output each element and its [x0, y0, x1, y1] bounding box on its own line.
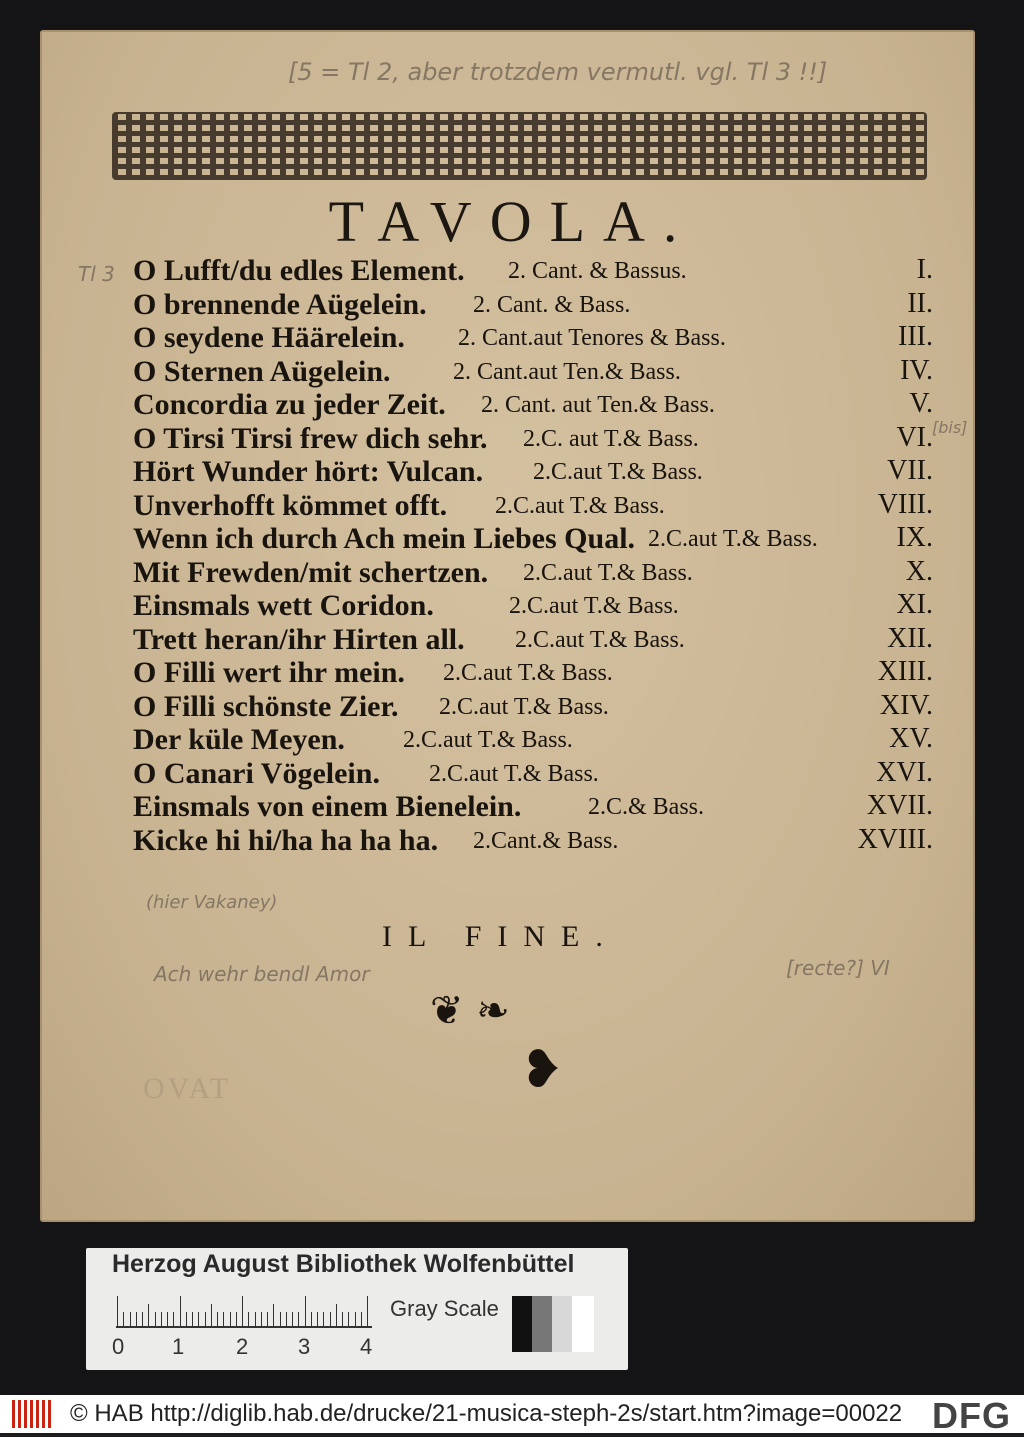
- voice-parts: 2.C.aut T.& Bass.: [515, 626, 685, 653]
- voice-parts: 2.Cant.& Bass.: [473, 827, 619, 854]
- ruler-tick: [261, 1312, 262, 1326]
- ruler-tick: [173, 1312, 174, 1326]
- ruler-tick: [242, 1296, 243, 1326]
- ruler-tick: [273, 1304, 274, 1326]
- ruler-tick: [211, 1304, 212, 1326]
- ruler-tick: [161, 1312, 162, 1326]
- voice-parts: 2.C.aut T.& Bass.: [439, 693, 609, 720]
- ruler-tick: [142, 1312, 143, 1326]
- roman-numeral: VI.: [896, 421, 933, 453]
- ruler-tick: [330, 1312, 331, 1326]
- roman-numeral: II.: [907, 287, 933, 319]
- roman-numeral: VII.: [887, 455, 933, 486]
- toc-entry: [133, 522, 933, 556]
- ruler-tick: [280, 1312, 281, 1326]
- ruler-tick: [323, 1312, 324, 1326]
- song-title: Concordia zu jeder Zeit.: [133, 388, 446, 421]
- ruler-tick: [236, 1312, 237, 1326]
- voice-parts: 2.C. aut T.& Bass.: [523, 425, 699, 452]
- song-title: O Filli wert ihr mein.: [133, 656, 405, 689]
- toc-entry: [133, 422, 933, 456]
- ruler-tick: [230, 1312, 231, 1326]
- voice-parts: 2. Cant.aut Tenores & Bass.: [458, 325, 726, 351]
- pencil-annotation-bis: [bis]: [932, 418, 968, 437]
- gray-scale-label: Gray Scale: [390, 1296, 499, 1321]
- ruler-tick: [255, 1312, 256, 1326]
- song-title: Einsmals wett Coridon.: [133, 589, 434, 622]
- toc-entry: [133, 824, 933, 858]
- toc-entry: [133, 589, 933, 623]
- ruler-tick: [136, 1312, 137, 1326]
- roman-numeral: XVIII.: [857, 823, 933, 855]
- ruler-tick: [298, 1312, 299, 1326]
- toc-entry: [133, 388, 933, 422]
- song-title: O Lufft/du edles Element.: [133, 254, 465, 287]
- roman-numeral: XI.: [896, 589, 933, 620]
- toc-entry: [133, 254, 933, 288]
- song-title: O Sternen Aügelein.: [133, 354, 391, 388]
- page-title: TAVOLA.: [328, 189, 696, 254]
- roman-numeral: XIV.: [879, 689, 933, 721]
- toc-entry: [133, 656, 933, 690]
- song-title: Unverhofft kömmet offt.: [133, 488, 448, 522]
- ruler-tick: [348, 1312, 349, 1326]
- ruler-number: 3: [298, 1334, 311, 1359]
- dfg-logo: DFG: [932, 1395, 1011, 1436]
- song-title: O Tirsi Tirsi frew dich sehr.: [133, 421, 488, 455]
- ruler-tick: [148, 1304, 149, 1326]
- voice-parts: 2.C.aut T.& Bass.: [403, 727, 573, 753]
- hab-logo-icon: [12, 1400, 54, 1428]
- ruler-tick: [361, 1312, 362, 1326]
- ruler-tick: [180, 1296, 181, 1326]
- ruler-tick: [305, 1296, 306, 1326]
- roman-numeral: VIII.: [877, 488, 933, 520]
- toc-entry: [133, 690, 933, 724]
- roman-numeral: XII.: [887, 622, 933, 654]
- song-title: Mit Frewden/mit schertzen.: [133, 555, 489, 589]
- fine-text: IL FINE.: [382, 920, 619, 953]
- bleed-through-text: OVAT: [143, 1072, 232, 1105]
- voice-parts: 2. Cant. & Bass.: [473, 291, 631, 318]
- roman-numeral: V.: [909, 388, 933, 419]
- voice-parts: 2.C.aut T.& Bass.: [509, 593, 679, 619]
- ruler-tick: [267, 1312, 268, 1326]
- toc-entry: [133, 288, 933, 322]
- ruler-tick: [367, 1296, 368, 1326]
- roman-numeral: IX.: [896, 522, 933, 553]
- ruler-tick: [248, 1312, 249, 1326]
- pencil-annotation-bottom-left: Ach wehr bendl Amor: [154, 962, 370, 986]
- pencil-annotation-vakaney: (hier Vakaney): [146, 892, 278, 913]
- voice-parts: 2.C.aut T.& Bass.: [648, 526, 818, 552]
- song-title: Trett heran/ihr Hirten all.: [133, 622, 465, 656]
- ruler-scale: [116, 1326, 372, 1328]
- pencil-annotation-tl3: Tl 3: [78, 262, 115, 286]
- pencil-annotation-recte: [recte?] VI: [786, 956, 890, 980]
- toc-entry: [133, 489, 933, 523]
- ornamental-border: [112, 112, 927, 180]
- song-title: Wenn ich durch Ach mein Liebes Qual.: [133, 522, 636, 555]
- gray-swatch: [532, 1296, 554, 1352]
- library-name: Herzog August Bibliothek Wolfenbüttel: [112, 1250, 575, 1278]
- heart-fleuron-icon: ❥: [520, 1040, 564, 1100]
- ruler-tick: [130, 1312, 131, 1326]
- ruler-number: 4: [360, 1334, 373, 1359]
- fleuron-ornament-icon: ❦ ❧: [430, 988, 510, 1034]
- voice-parts: 2.C.& Bass.: [588, 794, 705, 820]
- voice-parts: 2.C.aut T.& Bass.: [443, 660, 613, 686]
- ruler-tick: [286, 1312, 287, 1326]
- roman-numeral: III.: [898, 321, 933, 352]
- voice-parts: 2.C.aut T.& Bass.: [495, 492, 665, 519]
- voice-parts: 2. Cant.aut Ten.& Bass.: [453, 358, 681, 385]
- roman-numeral: I.: [916, 254, 933, 285]
- ruler-number: 1: [172, 1334, 185, 1359]
- gray-swatch: [512, 1296, 534, 1352]
- roman-numeral: X.: [905, 555, 933, 587]
- ruler-tick: [342, 1312, 343, 1326]
- toc-entry: [133, 790, 933, 824]
- ruler-tick: [167, 1312, 168, 1326]
- gray-swatch: [572, 1296, 594, 1352]
- ruler-number: 0: [112, 1334, 125, 1359]
- roman-numeral: XIII.: [877, 656, 933, 687]
- ruler-tick: [311, 1312, 312, 1326]
- toc-entry: [133, 556, 933, 590]
- toc-entry: [133, 623, 933, 657]
- ruler-number: 2: [236, 1334, 249, 1359]
- ruler-tick: [198, 1312, 199, 1326]
- ruler-tick: [317, 1312, 318, 1326]
- ruler-tick: [123, 1312, 124, 1326]
- song-title: Hört Wunder hört: Vulcan.: [133, 455, 484, 488]
- footer-url[interactable]: © HAB http://diglib.hab.de/drucke/21-musica-steph-2s/start.htm?image=00022: [70, 1400, 903, 1427]
- voice-parts: 2.C.aut T.& Bass.: [523, 559, 693, 586]
- song-title: O seydene Häärelein.: [133, 321, 405, 354]
- song-title: O Filli schönste Zier.: [133, 689, 399, 723]
- roman-numeral: IV.: [900, 354, 933, 386]
- voice-parts: 2.C.aut T.& Bass.: [429, 760, 599, 787]
- ruler-tick: [336, 1304, 337, 1326]
- roman-numeral: XVI.: [876, 756, 933, 788]
- ruler-tick: [192, 1312, 193, 1326]
- song-title: O brennende Aügelein.: [133, 287, 427, 321]
- toc-entry: [133, 723, 933, 757]
- song-title: Der küle Meyen.: [133, 723, 345, 756]
- ruler-tick: [186, 1312, 187, 1326]
- voice-parts: 2. Cant. & Bassus.: [508, 258, 687, 284]
- ruler-tick: [205, 1312, 206, 1326]
- toc-entry: [133, 355, 933, 389]
- roman-numeral: XV.: [889, 723, 933, 754]
- gray-swatch: [552, 1296, 574, 1352]
- ruler-tick: [355, 1312, 356, 1326]
- ruler-tick: [217, 1312, 218, 1326]
- toc-entry: [133, 321, 933, 355]
- toc-entry: [133, 757, 933, 791]
- song-title: O Canari Vögelein.: [133, 756, 380, 790]
- ruler-tick: [117, 1296, 118, 1326]
- ruler-tick: [223, 1312, 224, 1326]
- pencil-annotation-top: [5 = Tl 2, aber trotzdem vermutl. vgl. Tl 3 !!]: [288, 58, 828, 86]
- voice-parts: 2. Cant. aut Ten.& Bass.: [481, 392, 715, 418]
- roman-numeral: XVII.: [866, 790, 933, 821]
- song-title: Einsmals von einem Bienelein.: [133, 790, 522, 823]
- toc-entry: [133, 455, 933, 489]
- voice-parts: 2.C.aut T.& Bass.: [533, 459, 703, 485]
- ruler-tick: [292, 1312, 293, 1326]
- song-title: Kicke hi hi/ha ha ha ha.: [133, 823, 439, 857]
- ruler-tick: [155, 1312, 156, 1326]
